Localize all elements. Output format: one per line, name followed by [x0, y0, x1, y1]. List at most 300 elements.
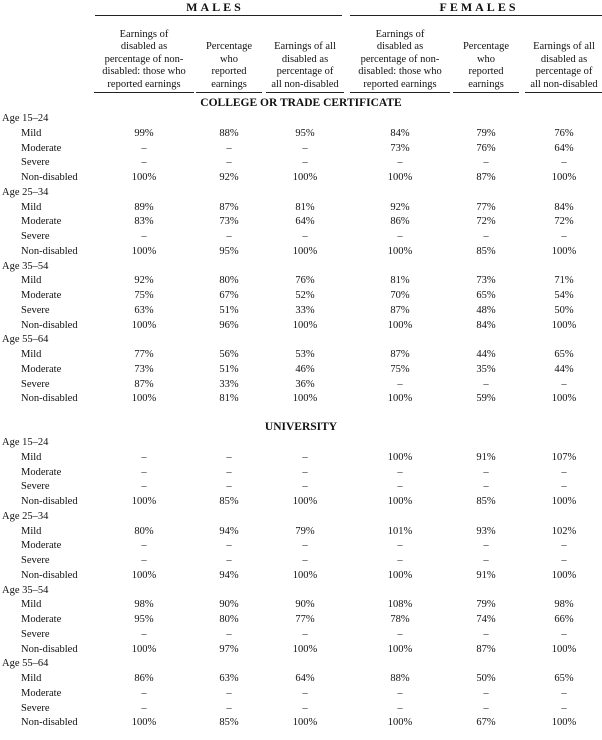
disability-category-label: Severe: [21, 304, 50, 316]
table-cell: 50%: [476, 673, 496, 684]
disability-category-label: Moderate: [21, 216, 62, 228]
table-cell: 44%: [476, 349, 496, 360]
table-cell: 102%: [551, 525, 577, 537]
table-cell: 95%: [295, 127, 315, 139]
table-cell: –: [226, 231, 232, 242]
age-group-label: Age 55–64: [2, 334, 49, 346]
table-cell: 100%: [551, 717, 577, 729]
table-cell: 79%: [295, 525, 315, 537]
disability-category-label: Mild: [21, 275, 42, 287]
table-cell: 88%: [390, 673, 410, 684]
table-cell: 100%: [292, 496, 318, 507]
table-row: [0, 348, 602, 362]
table-row: [0, 127, 602, 141]
table-cell: –: [226, 628, 232, 640]
table-cell: –: [483, 540, 489, 552]
column-header-line: disabled: those who: [358, 66, 442, 77]
table-cell: 86%: [390, 216, 410, 228]
table-cell: 83%: [134, 216, 154, 228]
table-cell: 100%: [387, 717, 413, 729]
age-group-row: [0, 657, 602, 671]
table-cell: 78%: [390, 614, 410, 625]
table-row: [0, 289, 602, 303]
table-cell: 80%: [219, 275, 239, 287]
disability-category-label: Non-disabled: [21, 393, 78, 405]
table-cell: –: [397, 555, 403, 566]
table-cell: 91%: [476, 569, 496, 581]
table-cell: 100%: [551, 496, 577, 507]
table-cell: 92%: [219, 172, 239, 183]
table-cell: –: [302, 702, 308, 714]
column-header-line: percentage of non-: [360, 53, 440, 65]
table-row: [0, 201, 602, 215]
table-cell: 81%: [390, 275, 410, 287]
age-group-row: [0, 584, 602, 598]
table-cell: –: [302, 555, 308, 566]
table-cell: 64%: [554, 142, 574, 154]
table-cell: –: [302, 466, 308, 478]
table-cell: –: [302, 142, 308, 154]
table-cell: –: [561, 687, 567, 699]
disability-category-label: Severe: [21, 702, 50, 714]
table-cell: 76%: [554, 127, 574, 139]
table-cell: 100%: [387, 172, 413, 183]
males-earnings-all-header: [264, 41, 346, 91]
table-cell: 92%: [390, 201, 410, 213]
table-cell: 85%: [476, 245, 496, 257]
table-row: [0, 628, 602, 642]
table-cell: 72%: [476, 216, 496, 228]
females-group-header: FEMALES: [439, 0, 519, 14]
disability-category-label: Moderate: [21, 466, 62, 478]
table-cell: –: [226, 540, 232, 552]
table-cell: 100%: [387, 393, 413, 405]
table-cell: 75%: [134, 290, 154, 301]
table-cell: –: [302, 451, 308, 463]
disability-category-label: Non-disabled: [21, 245, 78, 257]
table-row: [0, 304, 602, 318]
column-header-line: Percentage: [205, 41, 253, 52]
table-cell: 72%: [554, 216, 574, 228]
females-pct-reported-header: [451, 41, 521, 91]
table-cell: 52%: [295, 290, 315, 301]
table-cell: 100%: [387, 451, 413, 463]
age-group-row: [0, 112, 602, 126]
disability-category-label: Moderate: [21, 540, 62, 552]
table-cell: –: [302, 231, 308, 242]
age-group-label: Age 25–34: [2, 510, 49, 522]
disability-category-label: Non-disabled: [21, 319, 78, 331]
table-cell: 73%: [134, 363, 154, 375]
table-cell: 35%: [476, 363, 496, 375]
table-row: [0, 230, 602, 244]
table-cell: 100%: [387, 245, 413, 257]
table-cell: –: [226, 451, 232, 463]
table-cell: 95%: [219, 245, 239, 257]
table-cell: –: [226, 702, 232, 714]
table-cell: –: [483, 481, 489, 493]
disability-category-label: Moderate: [21, 142, 62, 154]
table-row: [0, 274, 602, 288]
table-cell: –: [483, 687, 489, 699]
column-header-line: all non-disabled: [271, 78, 339, 90]
table-row: [0, 156, 602, 170]
table-cell: 100%: [387, 643, 413, 655]
age-group-row: [0, 260, 602, 274]
table-cell: –: [397, 702, 403, 714]
table-cell: 46%: [295, 363, 315, 375]
table-row: [0, 378, 602, 392]
table-cell: –: [302, 540, 308, 552]
column-header-line: Percentage: [462, 41, 510, 52]
table-cell: –: [397, 628, 403, 640]
table-cell: 100%: [387, 319, 413, 331]
table-cell: 85%: [219, 717, 239, 729]
table-cell: –: [397, 466, 403, 478]
table-cell: 66%: [554, 614, 574, 625]
table-cell: –: [483, 231, 489, 242]
table-row: [0, 598, 602, 612]
table-cell: –: [141, 687, 147, 699]
table-row: [0, 687, 602, 701]
table-row: [0, 539, 602, 553]
table-cell: 77%: [295, 614, 315, 625]
table-cell: –: [141, 702, 147, 714]
disability-category-label: Mild: [21, 599, 42, 611]
table-cell: 79%: [476, 599, 496, 611]
table-cell: 89%: [134, 201, 154, 213]
disability-category-label: Non-disabled: [21, 717, 78, 729]
disability-category-label: Mild: [21, 451, 42, 463]
age-group-label: Age 25–34: [2, 186, 49, 198]
table-row: [0, 480, 602, 494]
table-cell: 100%: [292, 569, 318, 581]
table-cell: 88%: [219, 127, 239, 139]
females-earnings-all-header: [523, 41, 602, 91]
disability-category-label: Severe: [21, 231, 50, 242]
table-cell: 97%: [219, 643, 239, 655]
table-row: [0, 171, 602, 185]
table-cell: 100%: [387, 496, 413, 507]
table-cell: 84%: [390, 127, 410, 139]
table-cell: 100%: [292, 393, 318, 405]
males-group-header: MALES: [186, 0, 244, 14]
table-cell: 65%: [554, 349, 574, 360]
age-group-row: [0, 186, 602, 200]
table-row: [0, 495, 602, 509]
table-cell: 33%: [295, 304, 315, 316]
table-cell: 36%: [295, 378, 315, 390]
table-row: [0, 466, 602, 480]
column-header-underline: [525, 92, 602, 93]
table-cell: 96%: [219, 319, 239, 331]
table-cell: –: [483, 466, 489, 478]
table-cell: 100%: [131, 643, 157, 655]
table-row: [0, 245, 602, 259]
table-cell: 77%: [134, 349, 154, 360]
column-header-line: reported: [211, 66, 247, 77]
age-group-label: Age 15–24: [2, 113, 49, 124]
table-cell: –: [302, 687, 308, 699]
table-cell: 51%: [219, 304, 239, 316]
age-group-row: [0, 510, 602, 524]
disability-category-label: Non-disabled: [21, 172, 78, 183]
disability-category-label: Mild: [21, 525, 42, 537]
table-cell: –: [561, 157, 567, 169]
table-cell: 100%: [131, 172, 157, 183]
table-cell: –: [302, 481, 308, 493]
table-cell: 100%: [131, 319, 157, 331]
disability-category-label: Mild: [21, 673, 42, 684]
table-cell: 53%: [295, 349, 315, 360]
table-cell: –: [397, 378, 403, 390]
table-cell: 67%: [219, 290, 239, 301]
table-cell: 100%: [551, 319, 577, 331]
table-cell: –: [483, 378, 489, 390]
table-cell: 107%: [551, 451, 577, 463]
table-cell: –: [226, 466, 232, 478]
disability-category-label: Non-disabled: [21, 569, 78, 581]
disability-category-label: Severe: [21, 157, 50, 169]
table-row: [0, 142, 602, 156]
table-cell: 98%: [554, 599, 574, 611]
table-cell: 101%: [387, 525, 413, 537]
table-cell: 99%: [134, 127, 154, 139]
disability-category-label: Severe: [21, 481, 50, 493]
disability-category-label: Moderate: [21, 687, 62, 699]
table-cell: 59%: [476, 393, 496, 405]
column-header-underline: [350, 92, 450, 93]
table-cell: –: [141, 555, 147, 566]
table-cell: 63%: [134, 304, 154, 316]
column-header-line: disabled: those who: [102, 66, 186, 77]
table-row: [0, 643, 602, 657]
females-header-rule: [350, 15, 602, 16]
table-cell: –: [397, 687, 403, 699]
table-cell: 98%: [134, 599, 154, 611]
table-cell: 56%: [219, 349, 239, 360]
column-header-underline: [266, 92, 344, 93]
column-header-line: percentage of non-: [104, 53, 184, 65]
disability-category-label: Mild: [21, 349, 42, 360]
table-cell: 84%: [476, 319, 496, 331]
table-cell: –: [561, 481, 567, 493]
table-cell: 81%: [219, 393, 239, 405]
column-header-line: disabled as: [540, 53, 588, 65]
column-header-line: reported earnings: [363, 78, 437, 90]
table-row: [0, 363, 602, 377]
table-row: [0, 319, 602, 333]
disability-category-label: Severe: [21, 628, 50, 640]
table-cell: 86%: [134, 673, 154, 684]
column-header-line: percentage of: [276, 66, 334, 77]
table-cell: 44%: [554, 363, 574, 375]
table-cell: 100%: [131, 393, 157, 405]
table-cell: 76%: [295, 275, 315, 287]
table-cell: –: [483, 628, 489, 640]
disability-category-label: Mild: [21, 127, 42, 139]
column-header-line: earnings: [468, 78, 504, 90]
table-cell: –: [226, 157, 232, 169]
table-cell: –: [141, 157, 147, 169]
table-cell: 73%: [476, 275, 496, 287]
disability-category-label: Moderate: [21, 363, 62, 375]
table-cell: 100%: [551, 393, 577, 405]
table-row: [0, 215, 602, 229]
table-cell: 64%: [295, 216, 315, 228]
table-cell: 100%: [131, 717, 157, 729]
column-header-line: reported earnings: [107, 78, 181, 90]
table-cell: 100%: [551, 172, 577, 183]
table-cell: 100%: [551, 569, 577, 581]
table-cell: –: [561, 555, 567, 566]
table-cell: –: [141, 540, 147, 552]
table-row: [0, 716, 602, 730]
table-cell: 87%: [134, 378, 154, 390]
table-cell: 65%: [476, 290, 496, 301]
table-cell: –: [226, 555, 232, 566]
age-group-label: Age 55–64: [2, 658, 49, 670]
table-cell: 93%: [476, 525, 496, 537]
disability-category-label: Non-disabled: [21, 496, 78, 507]
disability-category-label: Non-disabled: [21, 643, 78, 655]
table-cell: 76%: [476, 142, 496, 154]
table-cell: –: [561, 466, 567, 478]
table-cell: 85%: [476, 496, 496, 507]
table-cell: 94%: [219, 525, 239, 537]
table-cell: 100%: [292, 643, 318, 655]
table-cell: 100%: [292, 245, 318, 257]
column-header-line: who: [219, 53, 239, 65]
table-cell: –: [397, 231, 403, 242]
table-cell: –: [302, 157, 308, 169]
table-cell: 80%: [134, 525, 154, 537]
table-cell: 95%: [134, 614, 154, 625]
table-cell: 87%: [390, 304, 410, 316]
table-cell: 51%: [219, 363, 239, 375]
disability-category-label: Mild: [21, 201, 42, 213]
column-header-underline: [453, 92, 519, 93]
table-cell: –: [397, 481, 403, 493]
table-row: [0, 392, 602, 406]
disability-category-label: Moderate: [21, 290, 62, 301]
table-cell: 90%: [295, 599, 315, 611]
table-cell: 94%: [219, 569, 239, 581]
table-cell: 108%: [387, 599, 413, 611]
column-header-line: disabled as: [281, 53, 329, 65]
table-cell: 100%: [131, 569, 157, 581]
table-cell: 91%: [476, 451, 496, 463]
column-header-line: earnings: [211, 78, 247, 90]
table-cell: 100%: [292, 717, 318, 729]
table-cell: –: [226, 142, 232, 154]
column-header-line: reported: [468, 66, 504, 77]
column-header-underline: [196, 92, 262, 93]
table-cell: 90%: [219, 599, 239, 611]
males-pct-reported-header: [194, 41, 264, 91]
table-cell: 100%: [131, 496, 157, 507]
disability-category-label: Severe: [21, 555, 50, 566]
column-header-line: Earnings of: [119, 28, 169, 40]
table-row: [0, 702, 602, 716]
table-cell: –: [141, 481, 147, 493]
table-cell: 100%: [292, 319, 318, 331]
age-group-label: Age 35–54: [2, 260, 49, 272]
table-cell: –: [561, 231, 567, 242]
table-cell: 73%: [219, 216, 239, 228]
table-cell: –: [141, 451, 147, 463]
table-cell: 70%: [390, 290, 410, 301]
table-cell: –: [483, 702, 489, 714]
table-cell: 33%: [219, 378, 239, 390]
column-header-line: who: [476, 53, 496, 65]
table-cell: 64%: [295, 673, 315, 684]
table-cell: 87%: [476, 643, 496, 655]
table-cell: –: [226, 481, 232, 493]
table-cell: –: [141, 231, 147, 242]
table-cell: 80%: [219, 614, 239, 625]
disability-category-label: Moderate: [21, 614, 62, 625]
table-cell: 100%: [131, 245, 157, 257]
table-cell: 75%: [390, 363, 410, 375]
column-header-line: Earnings of all: [533, 41, 595, 52]
column-header-line: Earnings of: [375, 28, 425, 40]
table-cell: 54%: [554, 290, 574, 301]
table-cell: –: [483, 555, 489, 566]
males-header-rule: [95, 15, 342, 16]
table-cell: –: [561, 378, 567, 390]
table-row: [0, 613, 602, 627]
table-cell: –: [141, 466, 147, 478]
table-cell: –: [561, 540, 567, 552]
table-cell: 84%: [554, 201, 574, 213]
table-row: [0, 525, 602, 539]
table-cell: 79%: [476, 127, 496, 139]
table-cell: 81%: [295, 201, 315, 213]
table-cell: 50%: [554, 304, 574, 316]
females-earnings-reported-header: [348, 29, 452, 92]
table-cell: 63%: [219, 673, 239, 684]
table-cell: –: [226, 687, 232, 699]
column-header-line: disabled as: [120, 41, 168, 52]
table-cell: –: [397, 540, 403, 552]
males-earnings-reported-header: [92, 29, 196, 92]
table-cell: 100%: [387, 569, 413, 581]
table-cell: 100%: [551, 245, 577, 257]
table-cell: 48%: [476, 304, 496, 316]
table-cell: –: [397, 157, 403, 169]
column-header-line: all non-disabled: [530, 78, 598, 90]
table-cell: 87%: [390, 349, 410, 360]
table-cell: –: [141, 142, 147, 154]
table-cell: 74%: [476, 614, 496, 625]
table-cell: 65%: [554, 673, 574, 684]
table-cell: 87%: [219, 201, 239, 213]
age-group-label: Age 35–54: [2, 584, 49, 596]
table-cell: 73%: [390, 142, 410, 154]
table-cell: 100%: [551, 643, 577, 655]
table-cell: –: [302, 628, 308, 640]
section-title: COLLEGE OR TRADE CERTIFICATE: [200, 97, 402, 109]
table-row: [0, 554, 602, 568]
age-group-label: Age 15–24: [2, 437, 49, 448]
table-cell: 67%: [476, 717, 496, 729]
table-cell: 92%: [134, 275, 154, 287]
section-title: UNIVERSITY: [264, 421, 338, 433]
age-group-row: [0, 333, 602, 347]
table-cell: –: [561, 702, 567, 714]
table-cell: –: [561, 628, 567, 640]
